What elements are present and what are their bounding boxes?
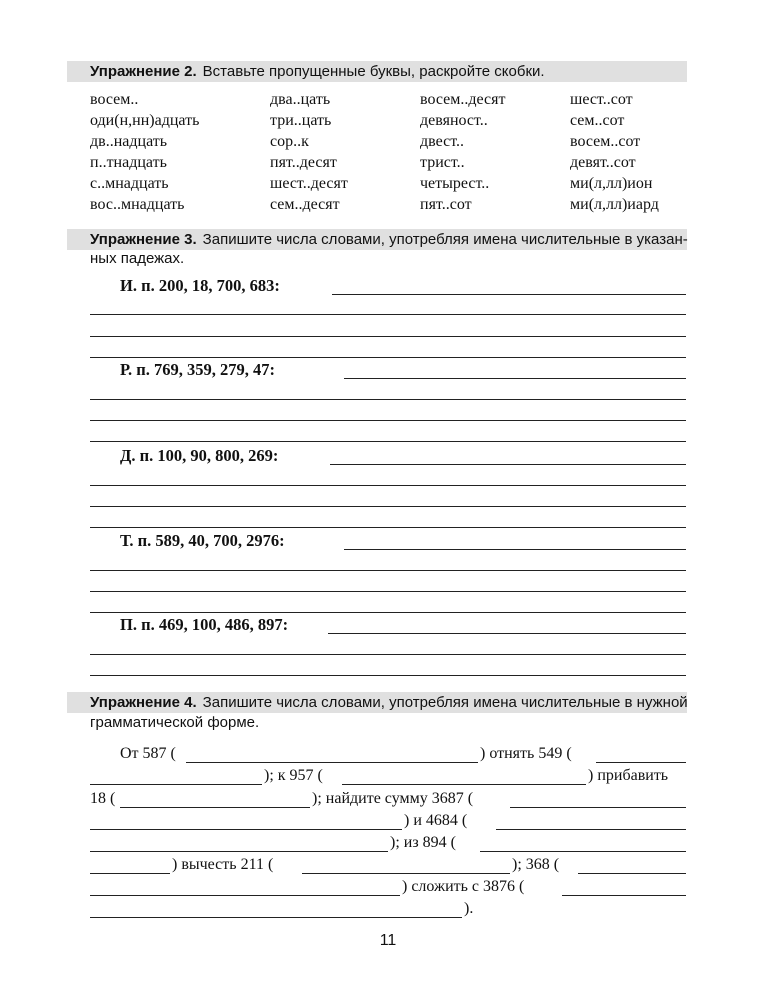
- ex2-column-1: [90, 89, 199, 215]
- answer-line[interactable]: [344, 549, 686, 550]
- ex2-column-4: [570, 89, 659, 215]
- ex3-instruction: Запишите числа словами, употребляя имена числительные в указан-: [202, 231, 688, 248]
- answer-line[interactable]: [90, 441, 686, 442]
- ex2-word: сем..десят: [270, 196, 340, 213]
- ex4-text: ); к 957 (: [264, 767, 323, 784]
- ex2-word: сем..сот: [570, 112, 625, 129]
- case-label-instrumental: Т. п. 589, 40, 700, 2976:: [120, 531, 285, 550]
- answer-blank[interactable]: [90, 873, 170, 874]
- ex2-word: три..цать: [270, 112, 332, 129]
- ex2-word: девят..сот: [570, 154, 636, 171]
- ex4-text: ); 368 (: [512, 856, 560, 873]
- ex4-text: ) сложить с 3876 (: [402, 878, 525, 895]
- answer-blank[interactable]: [186, 762, 478, 763]
- ex2-instruction: Вставьте пропущенные буквы, раскройте скобки.: [202, 63, 545, 80]
- ex4-text: ); из 894 (: [390, 834, 456, 851]
- answer-line[interactable]: [90, 675, 686, 676]
- answer-line[interactable]: [344, 378, 686, 379]
- ex2-word: шест..десят: [270, 175, 348, 192]
- ex2-word: пят..сот: [420, 196, 472, 213]
- answer-blank[interactable]: [90, 784, 262, 785]
- answer-line[interactable]: [90, 527, 686, 528]
- page-number: 11: [379, 932, 397, 949]
- ex2-column-2: [270, 89, 348, 215]
- answer-line[interactable]: [90, 336, 686, 337]
- ex2-word: сор..к: [270, 133, 309, 150]
- answer-blank[interactable]: [90, 917, 462, 918]
- case-label-prepositional: П. п. 469, 100, 486, 897:: [120, 615, 289, 634]
- answer-line[interactable]: [90, 420, 686, 421]
- ex2-word: трист..: [420, 154, 465, 171]
- ex2-word: восем..сот: [570, 133, 641, 150]
- ex3-title: Упражнение 3.: [90, 231, 197, 248]
- answer-line[interactable]: [90, 485, 686, 486]
- answer-line[interactable]: [90, 654, 686, 655]
- ex4-text: ) прибавить: [588, 767, 669, 784]
- answer-blank[interactable]: [510, 807, 686, 808]
- answer-blank[interactable]: [302, 873, 510, 874]
- ex2-word: шест..сот: [570, 91, 633, 108]
- answer-blank[interactable]: [578, 873, 686, 874]
- answer-blank[interactable]: [480, 851, 686, 852]
- ex4-header: [90, 692, 688, 713]
- case-label-genitive: Р. п. 769, 359, 279, 47:: [120, 360, 276, 379]
- ex2-word: два..цать: [270, 91, 331, 108]
- ex2-column-3: [420, 89, 505, 215]
- ex2-word: с..мнадцать: [90, 175, 169, 192]
- answer-line[interactable]: [90, 506, 686, 507]
- answer-blank[interactable]: [120, 807, 310, 808]
- answer-blank[interactable]: [596, 762, 686, 763]
- ex4-text: ) отнять 549 (: [480, 745, 572, 762]
- answer-blank[interactable]: [90, 851, 388, 852]
- ex4-text: ).: [464, 900, 474, 917]
- answer-blank[interactable]: [496, 829, 686, 830]
- ex2-word: девяност..: [420, 112, 488, 129]
- answer-blank[interactable]: [562, 895, 686, 896]
- answer-blank[interactable]: [90, 829, 402, 830]
- ex2-word: восем..: [90, 91, 139, 108]
- ex4-text: ) и 4684 (: [404, 812, 468, 829]
- ex4-text: От 587 (: [120, 745, 176, 762]
- ex4-title: Упражнение 4.: [90, 694, 197, 711]
- ex2-word: п..тнадцать: [90, 154, 167, 171]
- ex2-header: [90, 61, 545, 82]
- answer-line[interactable]: [90, 612, 686, 613]
- answer-line[interactable]: [90, 570, 686, 571]
- ex4-instruction-cont: грамматической форме.: [90, 714, 260, 731]
- ex4-text: 18 (: [90, 790, 116, 807]
- answer-line[interactable]: [330, 464, 686, 465]
- ex2-word: восем..десят: [420, 91, 506, 108]
- ex4-instruction: Запишите числа словами, употребляя имена числительные в нужной: [202, 694, 688, 711]
- answer-line[interactable]: [90, 591, 686, 592]
- ex2-word: дв..надцать: [90, 133, 168, 150]
- answer-line[interactable]: [328, 633, 686, 634]
- ex2-word: пят..десят: [270, 154, 337, 171]
- ex2-word: двест..: [420, 133, 464, 150]
- answer-line[interactable]: [90, 357, 686, 358]
- ex2-title: Упражнение 2.: [90, 63, 197, 80]
- ex2-word: оди(н,нн)адцать: [90, 112, 200, 129]
- case-label-dative: Д. п. 100, 90, 800, 269:: [120, 446, 279, 465]
- ex2-word: вос..мнадцать: [90, 196, 185, 213]
- ex2-word: ми(л,лл)ион: [570, 175, 653, 192]
- answer-blank[interactable]: [342, 784, 586, 785]
- answer-line[interactable]: [332, 294, 686, 295]
- answer-blank[interactable]: [90, 895, 400, 896]
- ex4-text: ); найдите сумму 3687 (: [312, 790, 474, 807]
- ex3-header: [90, 229, 688, 250]
- ex3-instruction-cont: ных падежах.: [90, 250, 185, 267]
- ex2-word: четырест..: [420, 175, 490, 192]
- ex4-text: ) вычесть 211 (: [172, 856, 274, 873]
- answer-line[interactable]: [90, 314, 686, 315]
- answer-line[interactable]: [90, 399, 686, 400]
- case-label-nominative: И. п. 200, 18, 700, 683:: [120, 276, 280, 295]
- ex2-word: ми(л,лл)иард: [570, 196, 659, 213]
